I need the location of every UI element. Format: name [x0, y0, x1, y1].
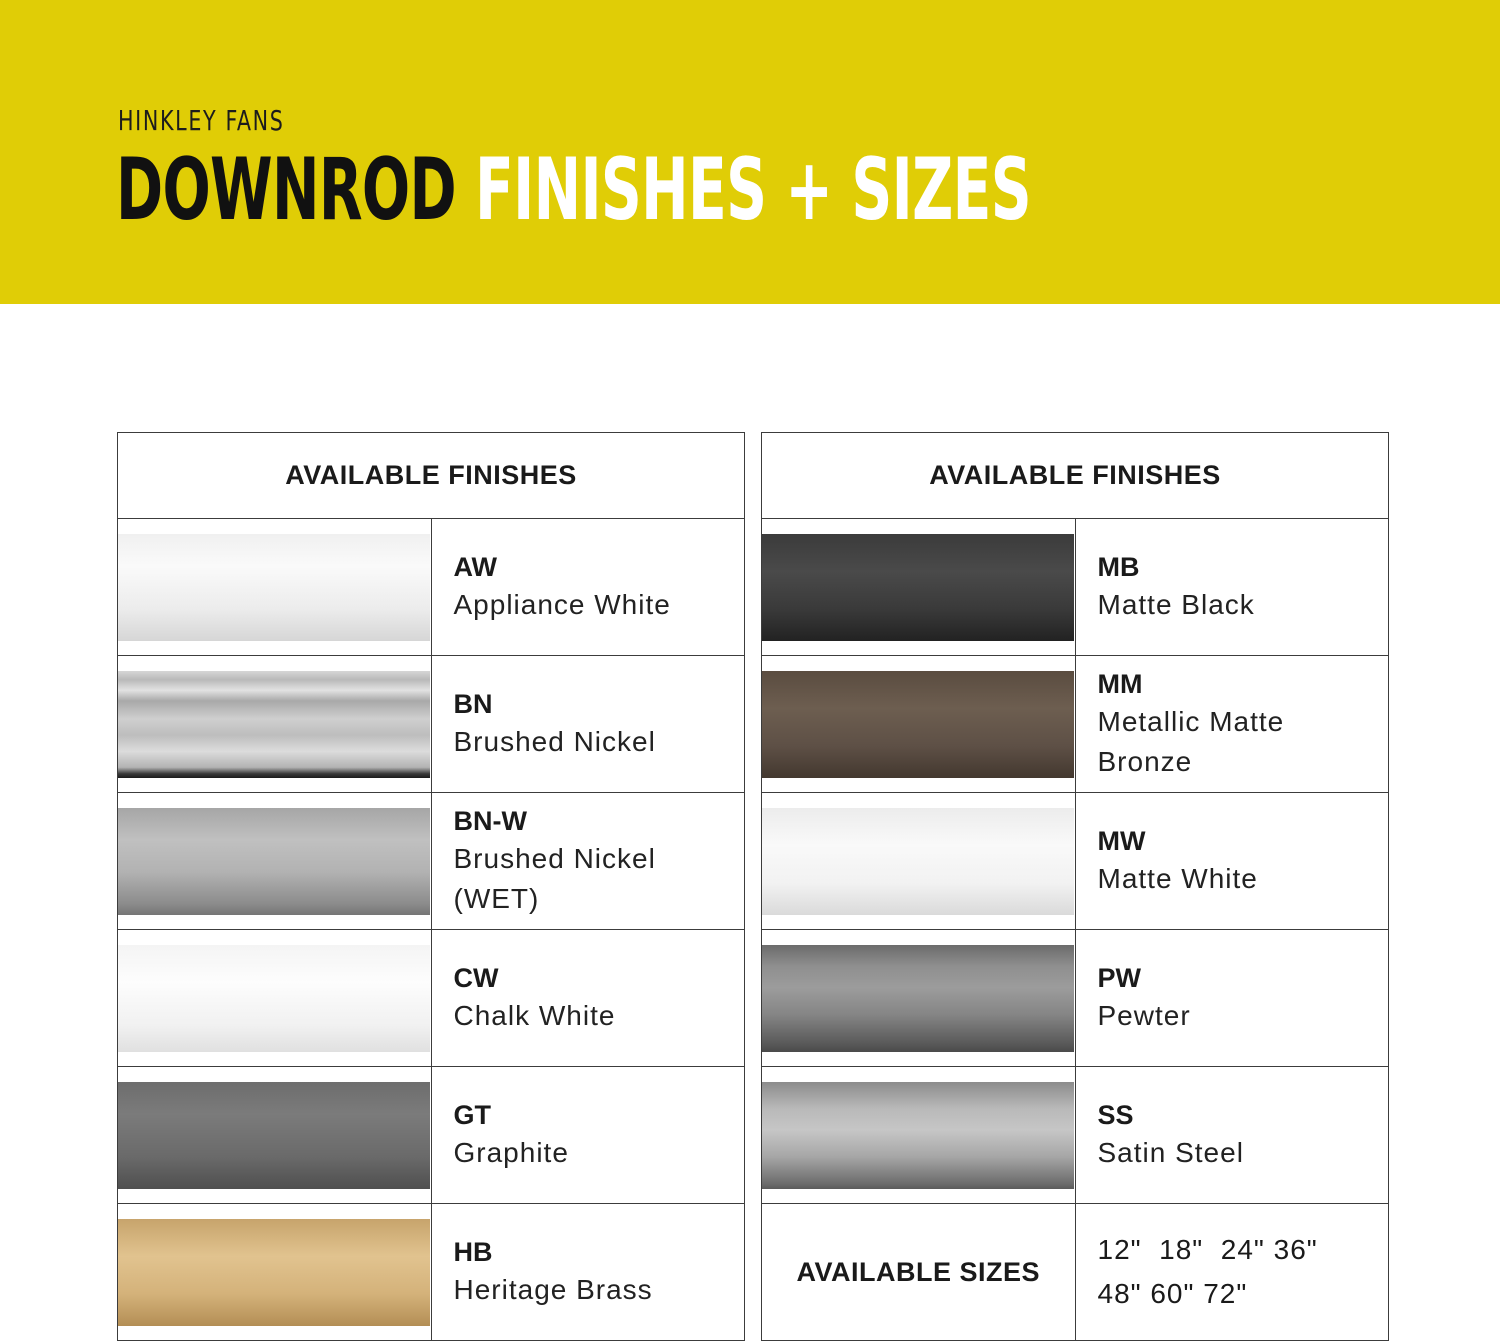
finish-code: HB: [453, 1237, 493, 1267]
finish-code: MM: [1097, 669, 1143, 699]
finish-name: Matte White: [1097, 863, 1258, 894]
finish-name: Satin Steel: [1097, 1137, 1244, 1168]
heritage-brass-swatch: [118, 1219, 430, 1326]
table-row: [118, 930, 745, 1067]
table-row: [118, 656, 745, 793]
finish-code: GT: [453, 1100, 491, 1130]
header-banner: [0, 0, 1500, 304]
finish-name: Heritage Brass: [453, 1274, 653, 1305]
chalk-white-swatch: [118, 945, 430, 1052]
sizes-line-2: 48" 60" 72": [1097, 1278, 1248, 1309]
table-heading: AVAILABLE FINISHES: [762, 433, 1389, 519]
finish-name: Metallic Matte Bronze: [1097, 706, 1285, 777]
finish-code: BN: [453, 689, 493, 719]
finish-name: Pewter: [1097, 1000, 1191, 1031]
page-title-light: FINISHES + SIZES: [475, 140, 1031, 240]
finish-name: Appliance White: [453, 589, 671, 620]
sizes-line-1: 12" 18" 24" 36": [1097, 1234, 1318, 1265]
available-sizes-label: AVAILABLE SIZES: [796, 1256, 1040, 1287]
finish-code: BN-W: [453, 806, 527, 836]
page-title: [116, 140, 1031, 240]
graphite-swatch: [118, 1082, 430, 1189]
table-row: [118, 519, 745, 656]
finish-name: Matte Black: [1097, 589, 1255, 620]
finishes-table-left: [117, 432, 745, 1341]
finish-name: Graphite: [453, 1137, 569, 1168]
table-row: [762, 656, 1389, 793]
table-row: [118, 793, 745, 930]
finish-code: SS: [1097, 1100, 1134, 1130]
table-row: [762, 1067, 1389, 1204]
finish-name: Brushed Nickel (WET): [453, 843, 656, 914]
finish-code: MB: [1097, 552, 1140, 582]
matte-white-swatch: [762, 808, 1074, 915]
finish-code: CW: [453, 963, 499, 993]
matte-black-swatch: [762, 534, 1074, 641]
finish-code: AW: [453, 552, 497, 582]
finish-name: Brushed Nickel: [453, 726, 656, 757]
finish-code: MW: [1097, 826, 1146, 856]
table-heading: AVAILABLE FINISHES: [118, 433, 745, 519]
page-title-dark: DOWNROD: [116, 140, 456, 240]
finish-code: PW: [1097, 963, 1141, 993]
pewter-swatch: [762, 945, 1074, 1052]
appliance-white-swatch: [118, 534, 430, 641]
finish-name: Chalk White: [453, 1000, 616, 1031]
table-row: [762, 519, 1389, 656]
table-row: [762, 793, 1389, 930]
metallic-matte-bronze-swatch: [762, 671, 1074, 778]
brushed-nickel-wet-swatch: [118, 808, 430, 915]
table-row: [118, 1067, 745, 1204]
table-row: [762, 1204, 1389, 1341]
satin-steel-swatch: [762, 1082, 1074, 1189]
brushed-nickel-swatch: [118, 671, 430, 778]
table-row: [118, 1204, 745, 1341]
brand-name: HINKLEY FANS: [118, 104, 285, 137]
table-row: [762, 930, 1389, 1067]
finishes-table-right: [761, 432, 1389, 1341]
